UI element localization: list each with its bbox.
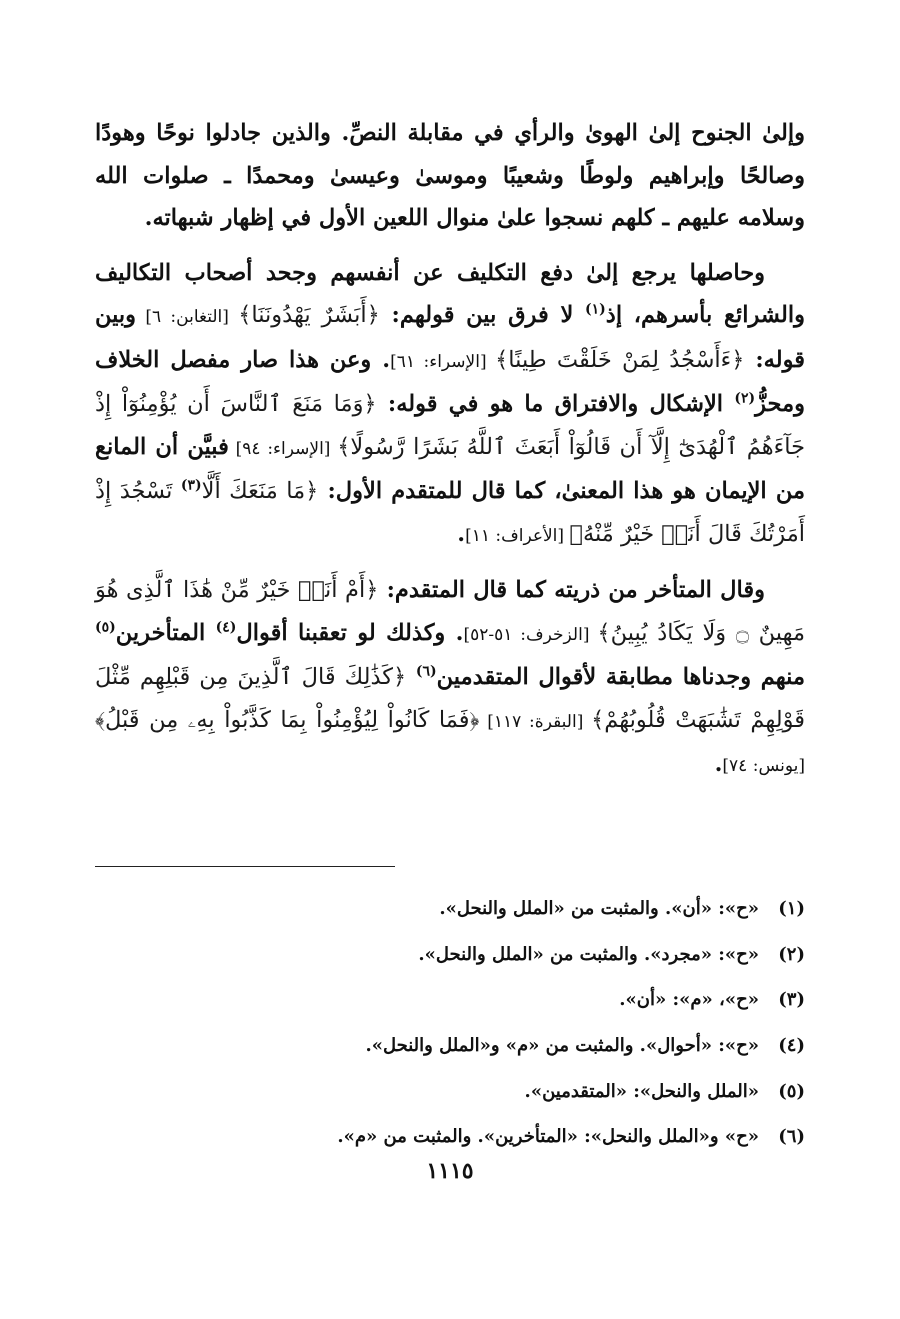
quran-verse: ﴿كَذَٰلِكَ قَالَ ٱلَّذِينَ مِن قَبْلِهِم مِّثْلَ قَوْلِهِمْ تَشَٰبَهَتْ قُلُوبُهُمْ﴾ [95, 664, 805, 733]
quran-verse: ﴿أَبَشَرٌ يَهْدُونَنَا﴾ [238, 302, 380, 328]
footnote-2 [95, 940, 805, 986]
quran-verse: ﴿وَمَا مَنَعَ ٱلنَّاسَ أَن يُؤْمِنُوٓاْ إِذْ جَآءَهُمُ ٱلْهُدَىٰٓ إِلَّآ أَن قَالُوٓاْ أَبَعَثَ ٱللَّهُ بَشَرًا رَّسُولًا﴾ [95, 391, 805, 460]
paragraph-1: وإلىٰ الجنوح إلىٰ الهوىٰ والرأي في مقابلة النصِّ. والذين جادلوا نوحًا وهودًا وصالحًا وإبراهيم ولوطًا وشعيبًا وموسىٰ وعيسىٰ ومحمدًا ـ صلوات الله وسلامه عليهم ـ كلهم نسجوا علىٰ منوال اللعين الأول في إظهار شبهاته. [95, 120, 805, 231]
footnote-ref-2[interactable]: (٢) [734, 390, 756, 407]
footnote-text: «ح»: «أن». والمثبت من «الملل والنحل». [439, 898, 759, 919]
verse-reference: [الإسراء: ٩٤] [228, 438, 338, 459]
paragraph-3 [95, 569, 805, 788]
paragraph-2 [95, 252, 805, 558]
quran-verse: ﴿أَمْ أَنَا۠ خَيْرٌ مِّنْ هَٰذَا ٱلَّذِى هُوَ مَهِينٌ ۝ وَلَا يَكَادُ يُبِينُ﴾ [95, 577, 806, 646]
footnote-5 [95, 1077, 805, 1123]
text-run: الإشكال والافتراق ما هو في قوله: [376, 391, 735, 417]
verse-reference: [الزخرف: ٥١-٥٢] [463, 624, 598, 645]
footnote-text: «الملل والنحل»: «المتقدمين». [524, 1080, 759, 1102]
text-run: المتأخرين [115, 619, 216, 646]
footnote-ref-6[interactable]: (٦) [415, 663, 437, 680]
verse-reference: [البقرة: ١١٧] [479, 711, 592, 732]
footnotes [95, 894, 805, 1168]
footnote-number: (١) [778, 898, 805, 919]
footnote-ref-3[interactable]: (٣) [180, 477, 202, 494]
footnote-4 [95, 1031, 805, 1077]
footnote-number: (٥) [778, 1080, 805, 1102]
footnote-ref-4[interactable]: (٤) [215, 619, 237, 635]
text-run: . وعن هذا صار مفصل الخلاف ومحزُّ [95, 346, 805, 417]
footnote-number: (٢) [778, 943, 805, 965]
text-run: منهم وجدناها مطابقة لأقوال المتقدمين [436, 664, 805, 690]
footnote-text: «ح»: «أحوال». والمثبت من «م» و«الملل والنحل». [365, 1035, 759, 1057]
footnote-number: (٦) [778, 1126, 805, 1148]
quran-verse: ﴿ءَأَسْجُدُ لِمَنْ خَلَقْتَ طِينًا﴾ [495, 346, 745, 373]
quran-verse: ﴿فَمَا كَانُواْ لِيُؤْمِنُواْ بِمَا كَذَّبُواْ بِهِۦ مِن قَبْلُ﴾ [95, 706, 480, 733]
footnote-text: «ح»: «مجرد». والمثبت من «الملل والنحل». [418, 943, 759, 965]
main-text [95, 112, 805, 800]
footnote-text: «ح»، «م»: «أن». [619, 989, 759, 1011]
text-run [406, 664, 416, 690]
verse-reference: [التغابن: ٦] [136, 307, 239, 327]
text-run: وبين قوله: [95, 302, 805, 373]
text-run: وحاصلها يرجع إلىٰ دفع التكليف عن أنفسهم وجحد أصحاب التكاليف والشرائع بأسرهم، إذ [95, 259, 805, 328]
footnote-text: «ح» و«الملل والنحل»: «المتأخرين». والمثبت من «م». [337, 1126, 759, 1148]
page-number: ١١١٥ [426, 1158, 474, 1184]
text-run: لا فرق بين قولهم: [379, 302, 586, 328]
footnote-number: (٤) [778, 1035, 805, 1057]
footnote-ref-1[interactable]: (١) [585, 301, 606, 318]
footnote-1 [95, 894, 805, 940]
footnote-separator [95, 866, 395, 867]
verse-reference: [الأعراف: ١١] [465, 525, 570, 546]
text-run: . [714, 751, 723, 777]
footnote-number: (٣) [778, 989, 805, 1011]
quran-verse: تَسْجُدَ إِذْ أَمَرْتُكَ قَالَ أَنَا۠ خَيْرٌ مِّنْهُ﴾ [95, 478, 805, 547]
footnote-ref-5[interactable]: (٥) [95, 619, 116, 635]
quran-verse: ﴿مَا مَنَعَكَ أَلَّا [201, 478, 319, 504]
text-run: فبيَّن أن المانع من الإيمان هو هذا المعنىٰ، كما قال للمتقدم الأول: [95, 433, 805, 504]
text-run: . وكذلك لو تعقبنا أقوال [236, 619, 464, 646]
footnote-3 [95, 985, 805, 1031]
text-run: . [457, 520, 466, 547]
verse-reference: [يونس: ٧٤] [722, 756, 805, 776]
verse-reference: [الإسراء: ٦١] [390, 351, 496, 372]
text-run: وقال المتأخر من ذريته كما قال المتقدم: [378, 577, 765, 603]
